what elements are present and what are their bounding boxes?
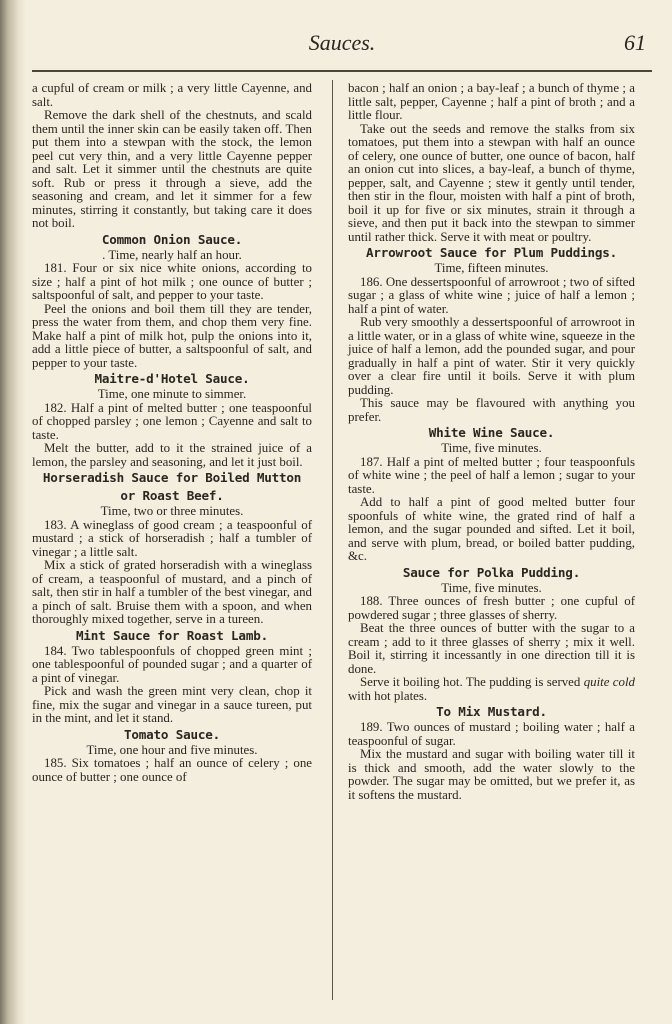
- paragraph: Rub very smoothly a dessertspoonful of arrowroot in a little water, or in a glass of white wine, squeeze in the juice of half a lemon, add the pounded sugar, and pour gradually in half a pint of water. Stir it very quickly over a clear fire until it boils. Serve it with plum pudding.: [348, 315, 635, 397]
- paragraph: [348, 676, 635, 703]
- text-run: with hot plates.: [348, 688, 428, 703]
- paragraph: bacon ; half an onion ; a bay-leaf ; a bunch of thyme ; a little salt, pepper, Cayenne ; half a pint of broth ; and a little flour.: [348, 81, 635, 122]
- paragraph: Peel the onions and boil them till they are tender, press the water from them, and chop them very fine. Make half a pint of milk hot, pulp the onions into it, add a little piece of butter, a saltspoonful of salt, and pepper to your taste.: [32, 301, 312, 370]
- ingredients: 187. Half a pint of melted butter ; four teaspoonfuls of white wine ; the peel of half a lemon ; sugar to your taste.: [348, 454, 635, 496]
- ingredients: 189. Two ounces of mustard ; boiling water ; half a teaspoonful of sugar.: [348, 720, 635, 748]
- paragraph: Remove the dark shell of the chestnuts, and scald them until the inner skin can be easily taken off. Then put them into a stewpan with the stock, the lemon peel cut very thin, and a very little Cayenne pepper and salt. Let it simmer until the chestnuts are quite soft. Rub or press it through a sieve, add the seasoning and cream, and let it simmer for a few minutes, stirring it constantly, but taking care it does not boil.: [32, 108, 312, 230]
- recipe-heading: Arrowroot Sauce for Plum Puddings.: [366, 245, 617, 260]
- ingredients: 181. Four or six nice white onions, according to size ; half a pint of hot milk ; one ounce of butter ; saltspoonful of salt, and pepper to your taste.: [32, 261, 312, 302]
- paragraph: Melt the butter, add to it the strained juice of a lemon, the parsley and seasoning, and let it just boil.: [32, 441, 312, 469]
- recipe-time: Time, one hour and five minutes.: [86, 742, 258, 757]
- paragraph: Beat the three ounces of butter with the sugar to a cream ; add to it three glasses of sherry ; mix it well. Boil it, stirring it incessantly in one direction till it is done.: [348, 621, 635, 676]
- page-header: [38, 30, 646, 64]
- book-spine-shadow: [0, 0, 26, 1024]
- ingredients: 182. Half a pint of melted butter ; one teaspoonful of chopped parsley ; one lemon ; Cayenne and salt to taste.: [32, 400, 312, 442]
- recipe-heading: White Wine Sauce.: [428, 425, 555, 440]
- paragraph: This sauce may be flavoured with anything you prefer.: [348, 396, 635, 424]
- page-number: 61: [624, 30, 646, 55]
- ingredients: 185. Six tomatoes ; half an ounce of celery ; one ounce of butter ; one ounce of: [32, 756, 312, 784]
- paragraph: Mix a stick of grated horseradish with a wineglass of cream, a teaspoonful of mustard, and a pinch of salt, then stir in half a tumbler of the best vinegar, and a pinch of salt. Bruise them with a spoon, and when thoroughly mixed together, serve in a tureen.: [32, 558, 312, 626]
- paragraph: Add to half a pint of good melted butter four spoonfuls of white wine, the grated rind of half a lemon, and the sugar pounded and sifted. Let it boil, and serve with plum, bread, or boiled batter pudding, &c.: [348, 495, 635, 563]
- emphasis: quite cold: [583, 675, 635, 689]
- ingredients: 183. A wineglass of good cream ; a teaspoonful of mustard ; a stick of horseradish ; half a tumbler of vinegar ; a little salt.: [32, 517, 312, 559]
- ingredients: 186. One dessertspoonful of arrowroot ; two of sifted sugar ; a glass of white wine ; juice of half a lemon ; half a pint of water.: [348, 274, 635, 316]
- paragraph: Take out the seeds and remove the stalks from six tomatoes, put them into a stewpan with half an ounce of celery, one ounce of butter, one ounce of bacon, half an onion cut into slices, a bay-leaf, a bunch of thyme, pepper, salt, and Cayenne ; stew it gently until tender, then stir in the flour, moisten with half a pint of broth, boil it up for five or six minutes, strain it through a sieve, and then put it back into the stewpan to simmer until rather thick. Serve it with meat or poultry.: [348, 121, 635, 244]
- recipe-heading: Common Onion Sauce.: [101, 231, 243, 247]
- ingredients: 184. Two tablespoonfuls of chopped green mint ; one tablespoonful of pounded sugar ; and a quarter of a pint of vinegar.: [32, 643, 312, 685]
- recipe-time: Time, five minutes.: [441, 441, 542, 455]
- left-column: [32, 82, 312, 784]
- running-title: Sauces.: [308, 30, 376, 55]
- recipe-time: Time, two or three minutes.: [100, 504, 244, 518]
- recipe-time: . Time, nearly half an hour.: [102, 247, 242, 262]
- paragraph: Pick and wash the green mint very clean, chop it fine, mix the sugar and vinegar in a sauce tureen, put in the mint, and let it stand.: [32, 684, 312, 725]
- text-run: Serve it boiling hot. The pudding is served: [360, 675, 584, 689]
- paragraph: Mix the mustard and sugar with boiling water till it is thick and smooth, add the water slowly to the powder. The sugar may be omitted, but we prefer it, as it softens the mustard.: [348, 747, 635, 802]
- ingredients: 188. Three ounces of fresh butter ; one cupful of powdered sugar ; three glasses of sherry.: [348, 594, 635, 622]
- right-column: [348, 82, 635, 802]
- recipe-time: Time, fifteen minutes.: [434, 261, 549, 275]
- header-rule: [32, 70, 652, 72]
- paragraph: a cupful of cream or milk ; a very little Cayenne, and salt.: [32, 81, 312, 109]
- recipe-heading: Sauce for Polka Pudding.: [402, 564, 581, 580]
- column-divider: [332, 80, 333, 1000]
- recipe-heading: Tomato Sauce.: [124, 726, 220, 742]
- recipe-time: Time, one minute to simmer.: [97, 387, 247, 401]
- recipe-heading: Horseradish Sauce for Boiled Mutton or Roast Beef.: [42, 470, 302, 503]
- recipe-heading: To Mix Mustard.: [436, 704, 547, 719]
- recipe-heading: Mint Sauce for Roast Lamb.: [76, 627, 268, 643]
- recipe-heading: Maitre-d'Hotel Sauce.: [94, 371, 250, 386]
- recipe-time: Time, five minutes.: [441, 580, 542, 595]
